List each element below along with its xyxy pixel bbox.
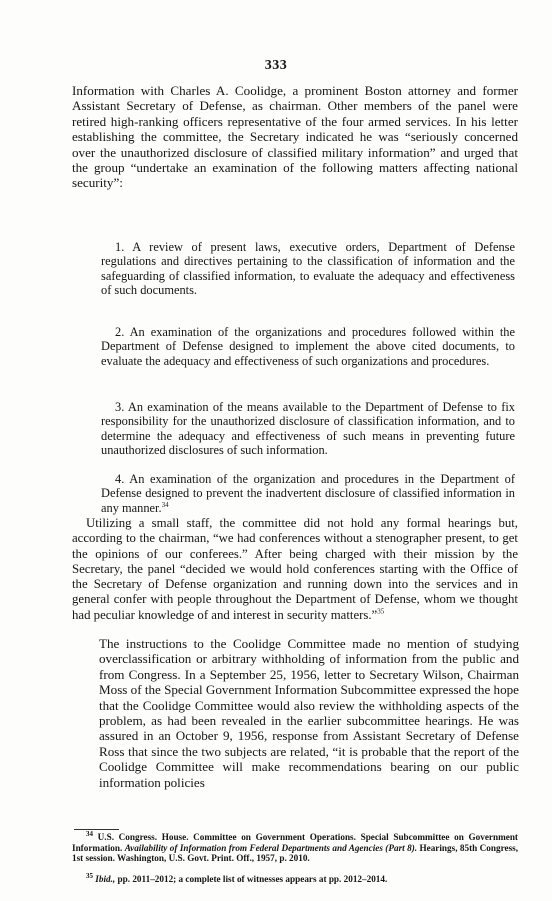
list-item-1-text: 1. A review of present laws, executive orders, Department of Defense regulations and directives pertaining to the classification of information and the safeguarding of classified information, to evaluate the adequacy and effectiveness of such documents. <box>101 240 515 297</box>
footnote-34-citation: Hearings, 85th Congress, 1st session. Washington, U.S. Govt. Print. Off., 1957, p. 2010. <box>72 842 519 864</box>
footnote-marker-35: 35 <box>86 871 93 880</box>
list-item-2 <box>101 325 515 368</box>
page-number: 333 <box>264 58 288 73</box>
footnote-marker-34: 34 <box>86 829 93 838</box>
footnote-ref-34: 34 <box>161 500 169 509</box>
footnote-ref-35: 35 <box>377 607 385 616</box>
footnote-34 <box>72 829 519 864</box>
footnote-35 <box>72 871 518 885</box>
indented-paragraph: The instructions to the Coolidge Committee made no mention of studying overclassification or arbitrary withholding of information from the public and from Congress. In a September 25, 1956, letter to Secretary Wilson, Chairman Moss of the Special Government Information Subcommittee expressed the hope that the Coolidge Committee would also review the withholding aspects of the problem, as had been revealed in the earlier subcommittee hearings. He was assured in an October 9, 1956, response from Assistant Secretary of Defense Ross that since the two subjects are related, “it is probable that the report of the Coolidge Committee will make recommendations bearing on our public information policies <box>99 636 519 790</box>
list-item-3 <box>101 400 515 457</box>
list-item-2-text: 2. An examination of the organizations and procedures followed within the Department of Defense designed to implement the above cited documents, to evaluate the adequacy and effectiveness of such organizations and procedures. <box>101 325 515 368</box>
footnote-35-ibid: Ibid., <box>95 874 116 884</box>
footnote-34-title: Availability of Information from Federal Departments and Agencies (Part 8). <box>124 842 418 853</box>
footnote-divider <box>74 829 119 830</box>
list-item-4 <box>101 472 515 515</box>
intro-paragraph: Information with Charles A. Coolidge, a prominent Boston attorney and former Assistant Secretary of Defense, as chairman. Other members of the panel were retired high-ranking officers representative of the four armed services. In his letter establishing the committee, the Secretary indicated he was “seriously concerned over the unauthorized disclosure of classified military information” and urged that the group “undertake an examination of the following matters affecting national security”: <box>72 83 518 191</box>
list-item-3-text: 3. An examination of the means available to the Department of Defense to fix responsibility for the unauthorized disclosure of classification information, and to determine the adequacy and effectiveness of such means in preventing future unauthorized disclosures of such information. <box>101 400 515 457</box>
second-paragraph <box>72 516 518 623</box>
list-item-4-text: 4. An examination of the organization and procedures in the Department of Defense designed to prevent the inadvertent disclosure of classified information in any manner. <box>101 472 515 515</box>
list-item-1 <box>101 240 515 297</box>
footnote-34-text: U.S. Congress. House. Committee on Government Operations. Special Subcommittee on Government Information. <box>72 832 518 853</box>
second-paragraph-text: Utilizing a small staff, the committee did not hold any formal hearings but, according to the chairman, “we had conferences without a stenographer present, to get the opinions of our conferees.” After being charged with their mission by the Secretary, the panel “decided we would hold conferences starting with the Office of the Secretary of Defense organization and running down into the services and in general confer with people throughout the Department of Defense, whom we thought had peculiar knowledge of and interest in security matters.” <box>72 516 518 622</box>
footnote-35-text: pp. 2011–2012; a complete list of witnesses appears at pp. 2012–2014. <box>117 874 388 884</box>
